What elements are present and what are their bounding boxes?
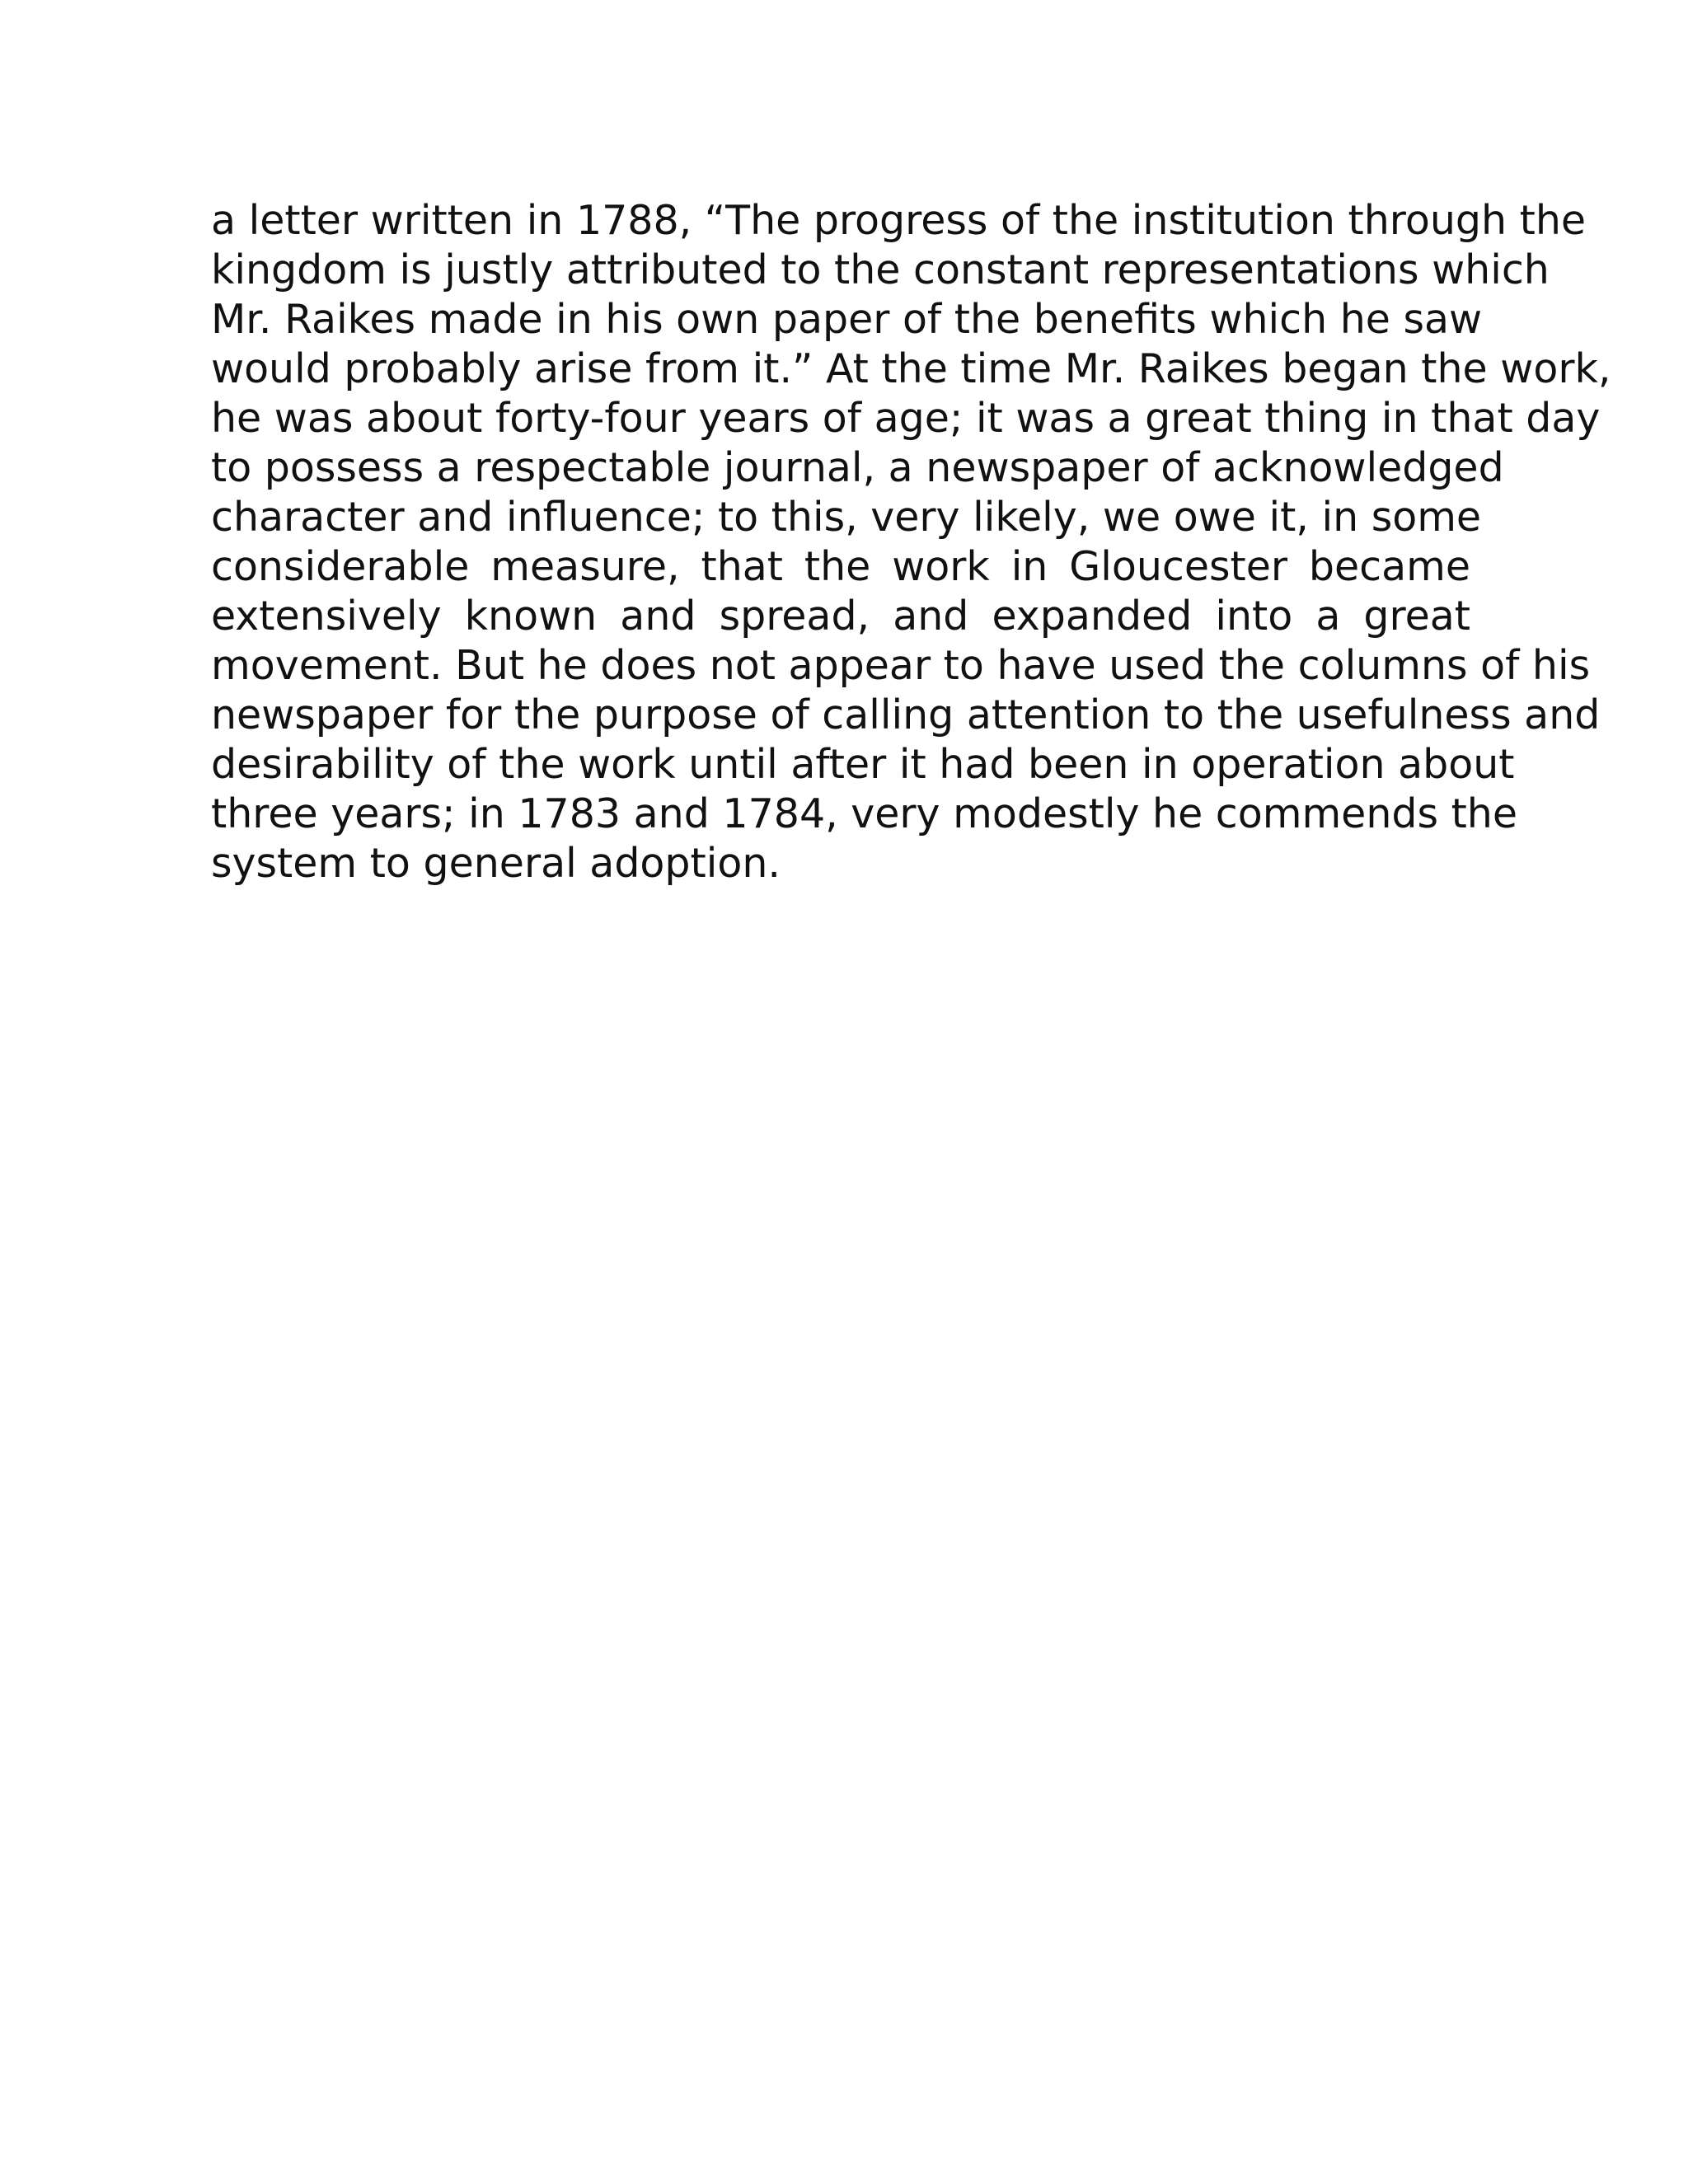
text-line: considerable measure, that the work in Gloucester became <box>211 543 1470 590</box>
text-line: he was about forty-four years of age; it was a great thing in that day <box>211 395 1601 442</box>
text-line: to possess a respectable journal, a newspaper of acknowledged <box>211 444 1504 491</box>
text-line: movement. But he does not appear to have used the columns of his <box>211 642 1591 689</box>
text-line: newspaper for the purpose of calling attention to the usefulness and <box>211 691 1601 738</box>
text-line: Mr. Raikes made in his own paper of the benefits which he saw <box>211 296 1483 343</box>
text-line: character and influence; to this, very likely, we owe it, in some <box>211 494 1482 541</box>
text-line: extensively known and spread, and expanded into a great <box>211 593 1470 640</box>
text-line-last: system to general adoption. <box>211 840 781 887</box>
text-line: a letter written in 1788, “The progress of the institution through the <box>211 197 1587 244</box>
body-paragraph <box>211 196 1611 888</box>
text-line: kingdom is justly attributed to the constant representations which <box>211 246 1550 293</box>
text-line: desirability of the work until after it had been in operation about <box>211 741 1515 788</box>
text-line: three years; in 1783 and 1784, very modestly he commends the <box>211 790 1518 837</box>
text-line: would probably arise from it.” At the time Mr. Raikes began the work, <box>211 345 1611 392</box>
